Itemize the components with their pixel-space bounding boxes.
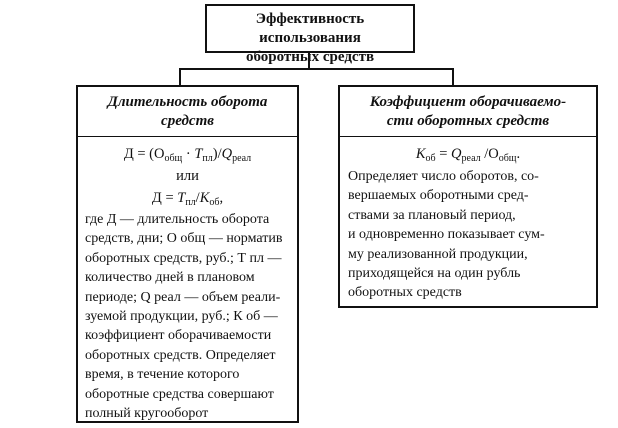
right-header-line1: Коэффициент оборачиваемо- xyxy=(369,94,567,110)
left-formula-1: $Д = (О_{общ} \cdot Т_{пл})/Q_{реал}$ xyxy=(123,146,252,164)
right-description-line: вершаемых оборотными сред- xyxy=(348,188,529,204)
right-description-line: оборотных средств xyxy=(348,285,462,301)
left-header-separator xyxy=(78,136,297,137)
left-description-line: где Д — длительность оборота xyxy=(85,212,270,227)
connector-right-drop xyxy=(452,68,454,86)
right-header-line2: сти оборотных средств xyxy=(386,113,550,129)
right-description-line: приходящейся на один рубль xyxy=(348,266,521,282)
left-description-line: коэффициент оборачиваемости xyxy=(85,328,272,344)
connector-horizontal xyxy=(179,68,454,70)
right-description-line: му реализованной продукции, xyxy=(348,246,528,262)
left-header xyxy=(78,93,297,131)
top-title xyxy=(207,10,413,67)
left-header-line1: Длительность оборота xyxy=(107,94,268,110)
left-description-line: время, в течение которого xyxy=(85,367,240,383)
right-header-separator xyxy=(340,136,596,137)
left-box xyxy=(76,85,299,423)
top-title-line1: Эффективность использования xyxy=(255,11,365,46)
right-formula: $К_{об} = Q_{реал}$ $/О_{общ}$. xyxy=(415,146,521,164)
right-box xyxy=(338,85,598,308)
top-title-line2: оборотных средств xyxy=(245,49,375,65)
left-formula-2: $Д = Т_{пл}/К_{об}$, xyxy=(151,190,224,208)
left-description xyxy=(85,210,293,423)
left-description-line: оборотных средств. Определяет xyxy=(85,347,276,363)
left-or-word: или xyxy=(176,168,199,184)
left-description-line: полный кругооборот xyxy=(85,406,209,422)
right-description xyxy=(348,167,592,303)
left-description-line: оборотных средств, руб.; Т пл — xyxy=(85,250,282,266)
right-description-line: ствами за плановый период, xyxy=(348,207,516,223)
connector-left-drop xyxy=(179,68,181,86)
right-description-line: Определяет число оборотов, со- xyxy=(348,169,539,184)
left-header-line2: средств xyxy=(161,113,214,129)
left-description-line: зуемой продукции, руб.; К об — xyxy=(85,309,278,325)
left-description-line: количество дней в плановом xyxy=(85,270,255,286)
left-description-line: оборотные средства совершают xyxy=(85,386,274,402)
left-description-line: периоде; Q реал — объем реали- xyxy=(85,289,281,305)
top-box xyxy=(205,4,415,65)
right-header xyxy=(340,93,596,131)
right-description-line: и одновременно показывает сум- xyxy=(348,227,545,243)
left-description-line: средств, дни; О общ — норматив xyxy=(85,231,283,247)
